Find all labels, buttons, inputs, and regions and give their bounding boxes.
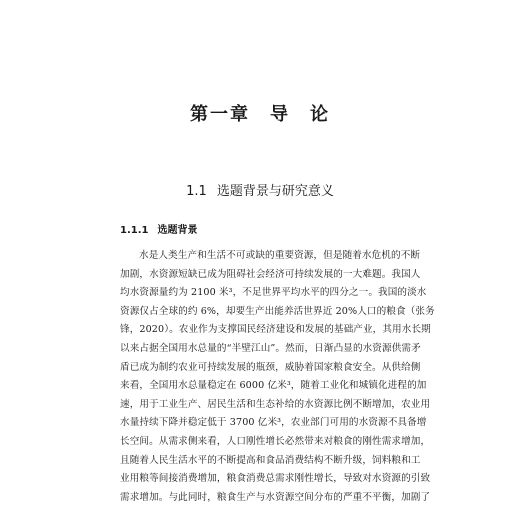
body-line: 速，用于工业生产、居民生活和生态补给的水资源比例不断增加，农业用 (120, 398, 431, 410)
subsection-heading (120, 221, 197, 236)
body-line: 水是人类生产和生活不可或缺的重要资源，但是随着水危机的不断 (139, 250, 421, 261)
body-line: 且随着人民生活水平的不断提高和食品消费结构不断升级，饲料粮和工 (120, 454, 421, 466)
body-line: 加剧，水资源短缺已成为阻碍社会经济可持续发展的一大难题。我国人 (120, 268, 421, 280)
body-line: 以来占据全国用水总量的“半壁江山”。然而，日渐凸显的水资源供需矛 (120, 342, 421, 354)
body-line: 锋，2020）。农业作为支撑国民经济建设和发展的基础产业，其用水长期 (120, 324, 431, 336)
section-heading (0, 180, 520, 199)
body-line: 水量持续下降并稳定低于 3700 亿米³，农业部门可用的水资源不具备增 (120, 417, 427, 429)
section-title: 选题背景与研究意义 (216, 184, 334, 199)
body-line: 来看，全国用水总量稳定在 6000 亿米³，随着工业化和城镇化进程的加 (120, 380, 427, 392)
subsection-title: 选题背景 (157, 225, 198, 236)
body-line: 资源仅占全球的约 6%，却要生产出能养活世界近 20%人口的粮食（张务 (120, 305, 435, 317)
chapter-title: 第一章 导 论 (190, 104, 330, 125)
body-line: 均水资源量约为 2100 米³，不足世界平均水平的四分之一。我国的淡水 (120, 287, 427, 299)
body-line: 盾已成为制约农业可持续发展的瓶颈，威胁着国家粮食安全。从供给侧 (120, 361, 421, 373)
section-number: 1.1 (186, 184, 207, 199)
body-paragraph (120, 247, 435, 507)
body-line: 业用粮等间接消费增加，粮食消费总需求刚性增长，导致对水资源的引致 (120, 473, 431, 485)
body-line: 长空间。从需求侧来看，人口刚性增长必然带来对粮食的刚性需求增加， (120, 435, 431, 447)
subsection-number: 1.1.1 (120, 225, 149, 236)
body-line: 需求增加。与此同时，粮食生产与水资源空间分布的严重不平衡，加剧了 (120, 491, 431, 503)
